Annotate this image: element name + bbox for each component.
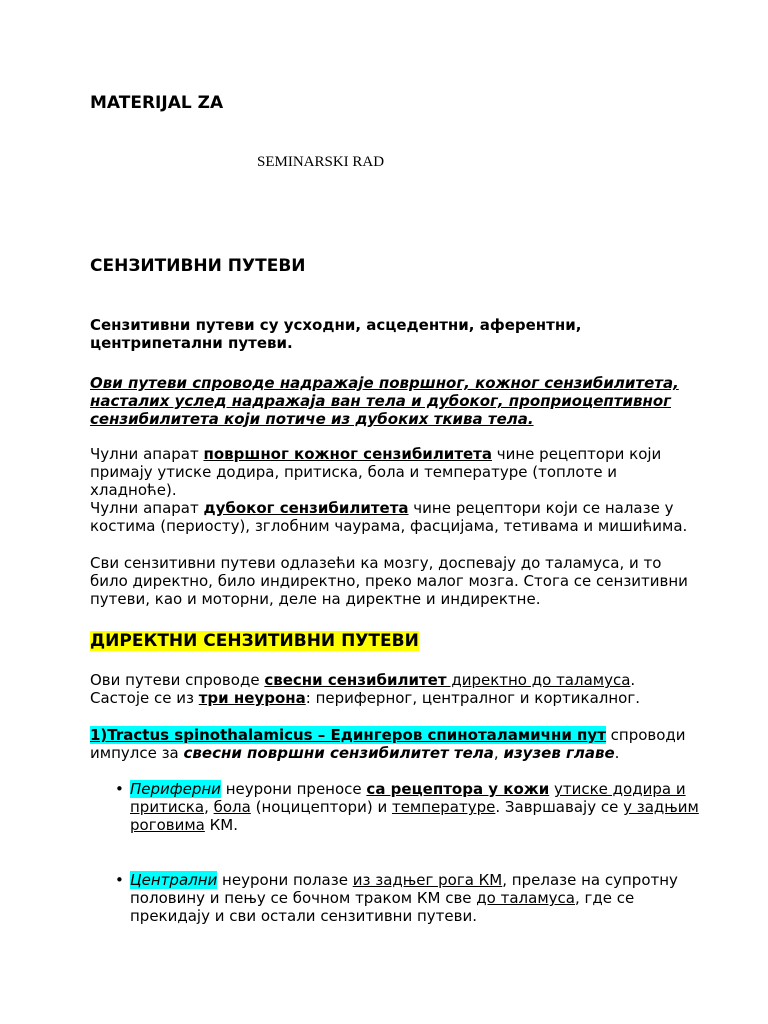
b1-text-f: , [204, 798, 214, 816]
b1-term-temperature: температуре [391, 798, 496, 816]
b2-text-f: , где се прекидају и сви остали сензитивни путеви. [130, 889, 635, 925]
direct-heading-text: ДИРЕКТНИ СЕНЗИТИВНИ ПУТЕВИ [90, 631, 419, 651]
b2-text-d: , прелазе на супротну половину и пењу се бочном траком КМ све [130, 871, 678, 907]
p5-term-except-head: изузев главе [503, 744, 615, 762]
b1-peripheral: Периферни [130, 780, 221, 798]
paragraph-all-paths: Сви сензитивни путеви одлазећи ка мозгу, доспевају до таламуса, и то било директно, било индиректно, преко малог мозга. Стога се сензитивни путеви, као и моторни, деле на директне и индиректне. [90, 554, 688, 608]
p2-text-c: чине рецептори који се налазе у костима (периосту), зглобним чаурама, фасцијама, тетивама и мишићима. [90, 499, 688, 535]
b2-central: Централни [130, 871, 218, 889]
p5-text-b: спроводи импулсе за [90, 726, 686, 762]
b1-term-posterior-horns: у задњим роговима [130, 798, 699, 834]
p1-text-a: Чулни апарат [90, 445, 204, 463]
b1-text-j: . Завршавају се [495, 798, 624, 816]
b1-text-l: КМ. [204, 816, 238, 834]
p2-term: дубоког сензибилитета [203, 499, 409, 517]
list-item [115, 780, 700, 834]
p5-term-conscious-surface: свесни површни сензибилитет тела [183, 744, 494, 762]
direct-paths-heading [90, 632, 700, 650]
p5-tract-name: 1)Tractus spinothalamicus – Едингеров спиноталамични пут [90, 726, 606, 744]
b1-term-touch: утиске додира и притиска [130, 780, 686, 816]
bullet-icon: • [115, 780, 124, 798]
p4-text-d: . [630, 671, 636, 689]
paragraph-direct-paths [90, 671, 700, 707]
paragraph-deep-sensibility [90, 499, 700, 535]
doc-subtitle: SEMINARSKI RAD [257, 154, 385, 170]
bullet-peripheral-text [130, 780, 700, 834]
p4-term-neurons: три неурона [198, 689, 306, 707]
p1-term: површног кожног сензибилитета [203, 445, 492, 463]
bullet-icon: • [115, 871, 124, 889]
p2-text-a: Чулни апарат [90, 499, 204, 517]
b1-text-h: (ноцицептори) и [250, 798, 392, 816]
p5-text-f: . [614, 744, 620, 762]
p1-text-c: чине рецептори који примају утиске додира, притиска, бола и температуре (топлоте и хладноће). [90, 445, 662, 499]
p5-text-d: , [493, 744, 504, 762]
doc-title: MATERIJAL ZA [90, 93, 224, 113]
p4-term-conscious: свесни сензибилитет [264, 671, 447, 689]
bullet-central-text [130, 871, 700, 925]
p4-text-a: Ови путеви спроводе [90, 671, 265, 689]
p4-term-thalamus: директно до таламуса [446, 671, 631, 689]
p4-text-g: : периферног, централног и кортикалног. [305, 689, 641, 707]
b2-term-thalamus: до таламуса [476, 889, 575, 907]
b1-text-b: неурони преносе [220, 780, 367, 798]
list-item [115, 871, 700, 925]
b2-term-posterior-horn: из задњег рога КМ [352, 871, 503, 889]
b1-term-receptors: са рецептора у кожи [366, 780, 550, 798]
section-heading: СЕНЗИТИВНИ ПУТЕВИ [90, 256, 306, 276]
p4-text-e: Састоје се из [90, 689, 199, 707]
paragraph-spinothalamic [90, 726, 700, 762]
b1-term-pain: бола [213, 798, 251, 816]
paragraph-surface-sensibility [90, 445, 700, 499]
italic-paragraph: Ови путеви спроводе надражаје површног, кожног сензибилитета, насталих услед надражаја ван тела и дубоког, проприоцептивног сензибилитета који потиче из дубоких ткива тела. [90, 374, 679, 428]
b2-text-b: неурони полазе [217, 871, 353, 889]
intro-paragraph: Сензитивни путеви су усходни, асцедентни, аферентни, центрипетални путеви. [90, 316, 582, 352]
